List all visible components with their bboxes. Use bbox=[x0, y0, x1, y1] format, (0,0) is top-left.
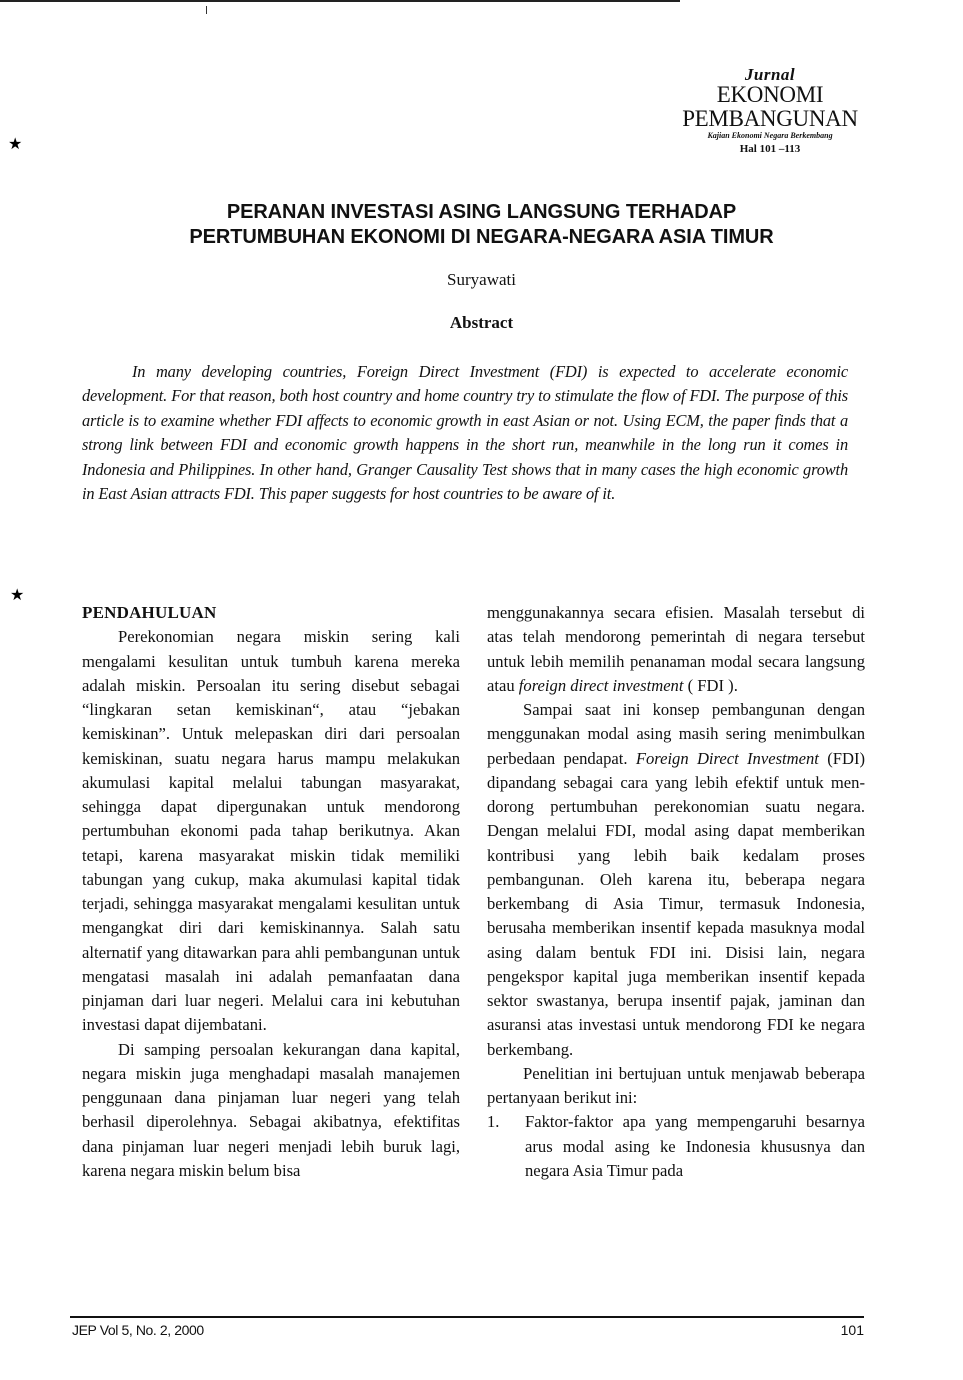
masthead-name-line2: PEMBANGUNAN bbox=[682, 106, 858, 131]
italic-term: Foreign Direct Investment bbox=[635, 748, 819, 768]
question-list-item bbox=[487, 1110, 865, 1183]
masthead-pages: Hal 101 –113 bbox=[739, 143, 801, 155]
author-name: Suryawati bbox=[447, 270, 516, 289]
masthead-jurnal: Jurnal bbox=[744, 65, 796, 84]
text-span: ( FDI ). bbox=[683, 675, 738, 695]
page-number: 101 bbox=[840, 1322, 864, 1338]
scan-edge-line bbox=[0, 0, 680, 2]
abstract-text: In many developing countries, Foreign Direct Investment (FDI) is expected to accelerate economic development. For that reason, both host country and home country try to stimulate the flow of FDI. The purpose of this article is to examine whether FDI affects to economic growth in east Asian or not. Using ECM, the paper finds that a strong link between FDI and economic growth happens in the short run, meanwhile in the long run it comes in Indonesia and Philippines. In other hand, Granger Causality Test shows that in many cases the high economic growth in East Asian attracts FDI. This paper suggests for host countries to be aware of it. bbox=[82, 362, 848, 504]
body-paragraph: Di samping persoalan kekurangan dana kapital, negara miskin juga menghadapi masalah manajemen penggunaan dana pinjaman luar negeri yang telah berhasil diperolehnya. Sebagai akibatnya, efektifitas dana pinjaman luar negeri menjadi lebih buruk lagi, karena negara miskin belum bisa bbox=[82, 1039, 460, 1180]
left-column bbox=[82, 601, 460, 1183]
body-paragraph-continued bbox=[487, 601, 865, 698]
list-text: Faktor-faktor apa yang mempengaruhi besarnya arus modal asing ke Indonesia khususnya dan negara Asia Timur pada bbox=[525, 1112, 865, 1180]
article-title bbox=[120, 200, 843, 250]
binding-mark-icon: ★ bbox=[8, 134, 23, 153]
text-span: (FDI) dipandang sebagai cara yang lebih efektif untuk men-dorong pertumbuhan perekonomian suatu negara. Dengan melalui FDI, modal asing dapat memberikan kontribusi yang lebih baik kedalam proses pembangunan. Oleh karena itu, beberapa negara berkembang di Asia Timur, termasuk Indonesia, berusaha memberikan insentif kepada masuknya modal asing dalam bentuk FDI ini. Disisi lain, negara pengekspor kapital juga memberikan insentif kepada sektor swastanya, berupa insentif pajak, jaminan dan asuransi atas investasi untuk mendorong FDI ke negara berkembang. bbox=[487, 748, 865, 1059]
body-paragraph: Perekonomian negara miskin sering kali mengalami kesulitan untuk tumbuh karena mereka adalah miskin. Persoalan itu sering disebut sebagai “lingkaran setan kemiskinan“, atau “jebakan kemiskinan”. Untuk melepaskan diri dari persoalan kemiskinan, suatu negara harus mampu melakukan akumulasi kapital melalui tabungan masyarakat, sehingga dapat dipergunakan untuk mendorong pertumbuhan ekonomi pada tahap berikutnya. Akan tetapi, karena masyarakat miskin tidak memiliki tabungan yang cukup, maka akumulasi kapital tidak terjadi, sehingga masyarakat mengalami kesulitan untuk mengangkat diri dari kemiskinannya. Salah satu alternatif yang ditawarkan para ahli pembangunan untuk mengatasi masalah ini adalah pemanfaatan dana pinjaman dari luar negeri. Melalui cara ini kebutuhan investasi dapat dijembatani. bbox=[82, 627, 460, 1035]
masthead-name-line1: EKONOMI bbox=[716, 82, 824, 107]
body-paragraph bbox=[487, 698, 865, 1062]
scan-artifact bbox=[206, 6, 207, 14]
footer-rule bbox=[70, 1316, 864, 1318]
title-line-2: PERTUMBUHAN EKONOMI DI NEGARA-NEGARA ASIA TIMUR bbox=[189, 226, 774, 248]
journal-masthead bbox=[640, 66, 900, 155]
section-heading: PENDAHULUAN bbox=[82, 603, 217, 622]
text-span: Sampai saat ini konsep pembangunan dengan menggunakan modal asing masih sering menimbulkan perbedaan pendapat. bbox=[487, 700, 865, 768]
text-span: menggunakannya secara efisien. Masalah tersebut di atas telah mendorong pemerintah di negara tersebut untuk lebih memilih penanaman modal secara langsung atau bbox=[487, 603, 865, 695]
title-line-1: PERANAN INVESTASI ASING LANGSUNG TERHADAP bbox=[226, 201, 737, 223]
right-column bbox=[487, 601, 865, 1183]
footer-citation: JEP Vol 5, No. 2, 2000 bbox=[72, 1322, 204, 1338]
masthead-subtitle: Kajian Ekonomi Negara Berkembang bbox=[707, 131, 833, 140]
abstract-heading: Abstract bbox=[449, 313, 514, 332]
italic-term: foreign direct investment bbox=[518, 675, 684, 695]
body-paragraph: Penelitian ini bertujuan untuk menjawab beberapa pertanyaan berikut ini: bbox=[487, 1063, 865, 1107]
list-number: 1. bbox=[487, 1112, 500, 1132]
binding-mark-icon: ★ bbox=[10, 585, 25, 604]
